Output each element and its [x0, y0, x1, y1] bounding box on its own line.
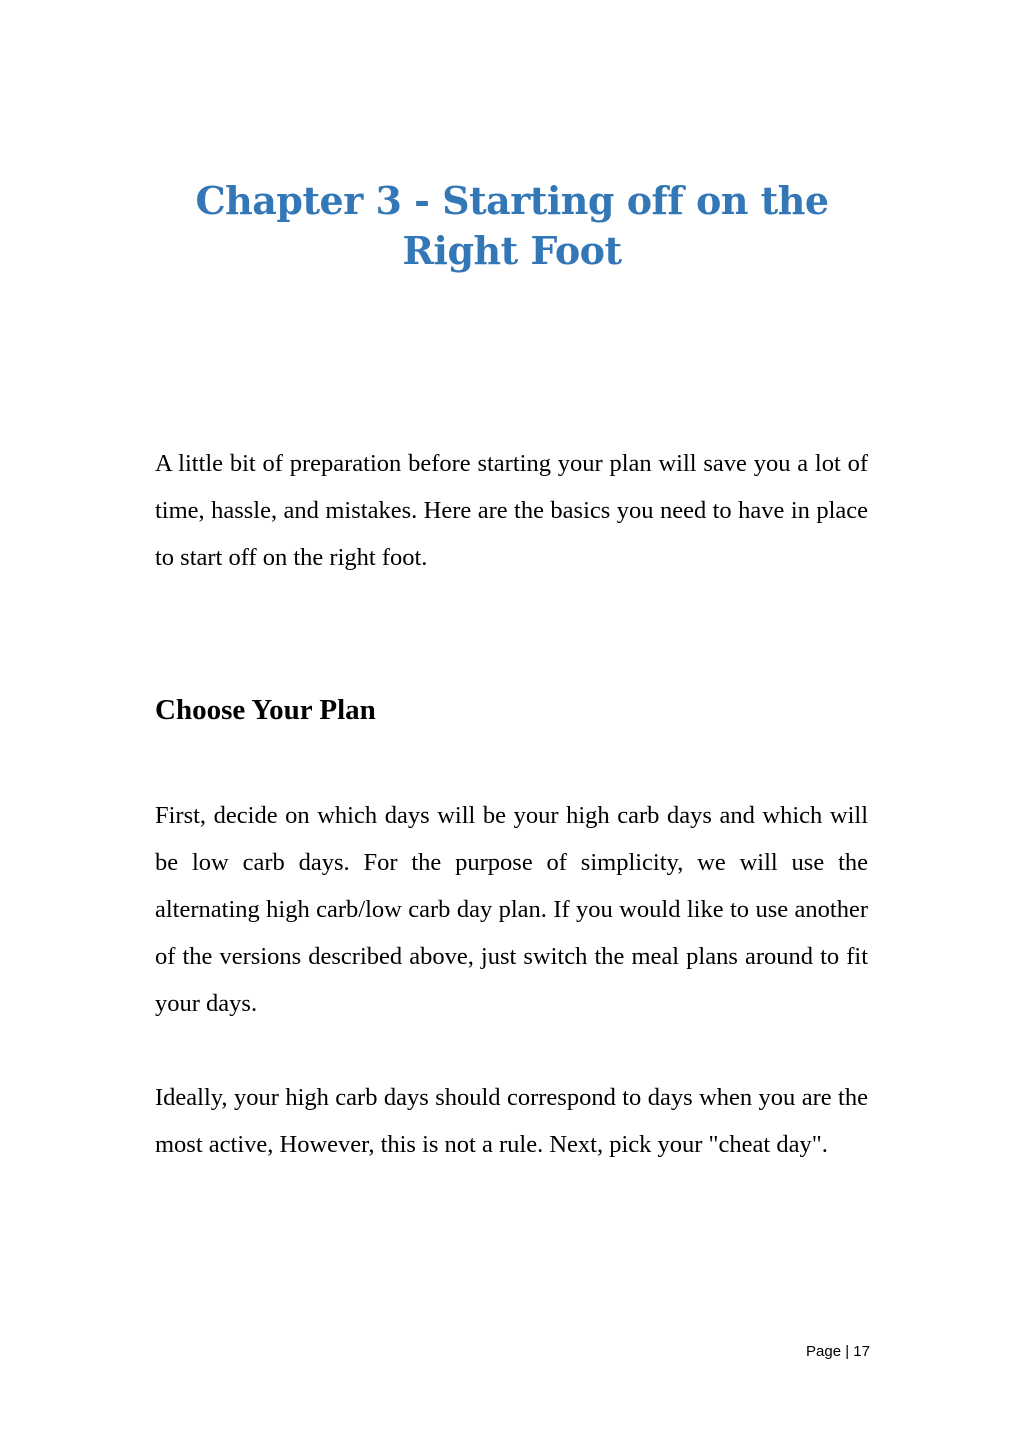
page-number: Page | 17 [806, 1343, 870, 1360]
body-paragraph: First, decide on which days will be your high carb days and which will be low carb days. For the purpose of simplicity, we will use the alternating high carb/low carb day plan. If you would like to use another of the versions described above, just switch the meal plans around to fit your days. [155, 802, 868, 1017]
section-heading: Choose Your Plan [155, 694, 376, 726]
chapter-title: Chapter 3 - Starting off on the Right Foot [195, 178, 829, 273]
body-paragraph: Ideally, your high carb days should correspond to days when you are the most active, However, this is not a rule. Next, pick your "cheat day". [155, 1084, 868, 1158]
intro-paragraph: A little bit of preparation before starting your plan will save you a lot of time, hassle, and mistakes. Here are the basics you need to have in place to start off on the right foot. [155, 450, 868, 571]
